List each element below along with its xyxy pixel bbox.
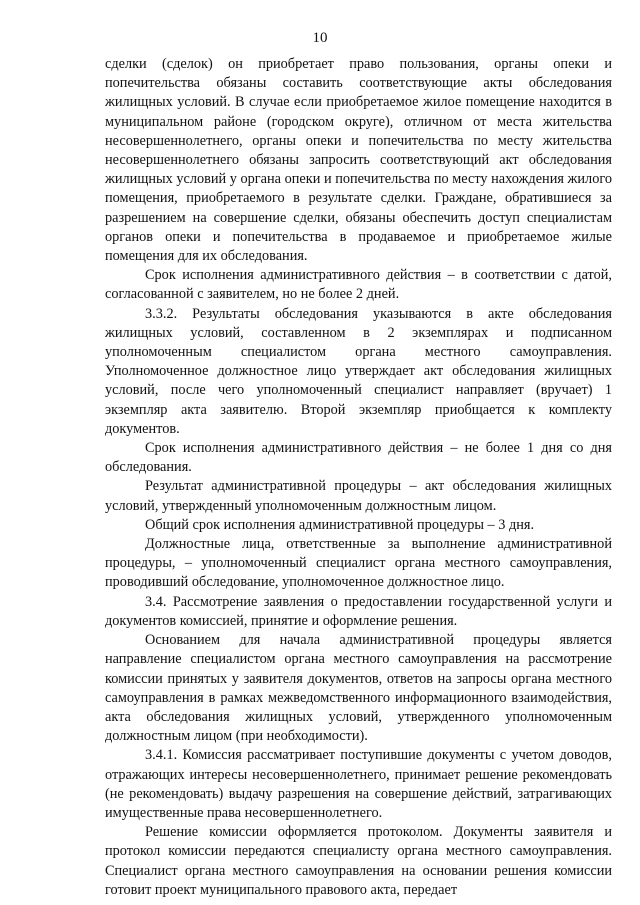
paragraph-section-3-4: 3.4. Рассмотрение заявления о предоставлении государственной услуги и документов комиссией, принятие и оформление решения.	[105, 593, 612, 629]
document-body	[105, 55, 612, 900]
paragraph-3-3-2: 3.3.2. Результаты обследования указываются в акте обследования жилищных условий, составленном в 2 экземплярах и подписанном уполномоченным специалистом органа местного самоуправления. Уполномоченное должностное лицо утверждает акт обследования жилищных условий, после чего уполномоченный специалист направляет (вручает) 1 экземпляр акта заявителю. Второй экземпляр приобщается к комплекту документов.	[105, 305, 612, 437]
paragraph-procedure-result: Результат административной процедуры – акт обследования жилищных условий, утвержденный уполномоченным должностным лицом.	[105, 478, 612, 514]
paragraph-inspection-deadline: Срок исполнения административного действия – в соответствии с датой, согласованной с заявителем, но не более 2 дней.	[105, 267, 612, 303]
paragraph-commission-decision: Решение комиссии оформляется протоколом. Документы заявителя и протокол комиссии передаются специалисту органа местного самоуправления. Специалист органа местного самоуправления на основании решения комиссии готовит проект муниципального правового акта, передает	[105, 824, 612, 898]
paragraph-procedure-basis: Основанием для начала административной процедуры является направление специалистом органа местного самоуправления на рассмотрение комиссии принятых у заявителя документов, ответов на запросы органа местного самоуправления в рамках межведомственного информационного взаимодействия, акта обследования жилищных условий, утвержденного уполномоченным должностным лицом (при необходимости).	[105, 632, 612, 745]
paragraph-act-deadline: Срок исполнения административного действия – не более 1 дня со дня обследования.	[105, 440, 612, 476]
paragraph-3-4-1: 3.4.1. Комиссия рассматривает поступившие документы с учетом доводов, отражающих интересы несовершеннолетнего, принимает решение рекомендовать (не рекомендовать) выдачу разрешения на совершение действий, затрагивающих имущественные права несовершеннолетнего.	[105, 747, 612, 821]
page-number: 10	[312, 30, 328, 46]
paragraph-continuation: сделки (сделок) он приобретает право пользования, органы опеки и попечительства обязаны составить соответствующие акты обследования жилищных условий. В случае если приобретаемое жилое помещение находится в муниципальном районе (городском округе), отличном от места жительства несовершеннолетнего, органы опеки и попечительства по месту жительства несовершеннолетнего обязаны запросить соответствующий акт обследования жилищных условий у органа опеки и попечительства по месту нахождения жилого помещения, приобретаемого в результате сделки. Граждане, обратившиеся за разрешением на совершение сделки, обязаны обеспечить доступ специалистам органов опеки и попечительства в продаваемое и приобретаемое жилые помещения для их обследования.	[105, 56, 612, 265]
paragraph-responsible-officials: Должностные лица, ответственные за выполнение административной процедуры, – уполномоченный специалист органа местного самоуправления, проводивший обследование, уполномоченное должностное лицо.	[105, 536, 612, 591]
paragraph-total-deadline: Общий срок исполнения административной процедуры – 3 дня.	[145, 516, 535, 533]
